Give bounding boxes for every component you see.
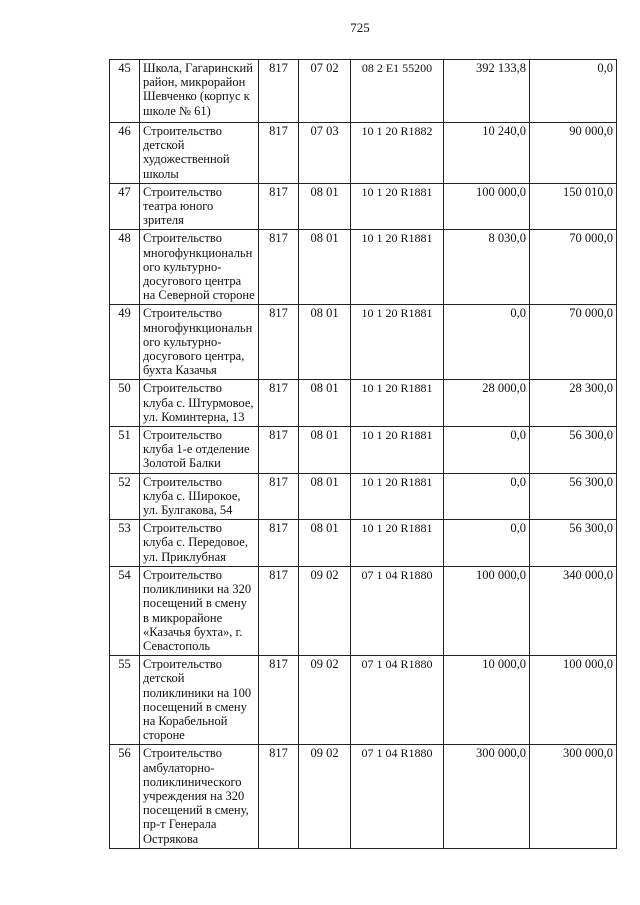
amount-second-year-cell: 56 300,0	[530, 473, 617, 520]
amount-first-year-cell: 10 240,0	[444, 123, 530, 184]
row-number-cell: 52	[110, 473, 140, 520]
object-name-cell: Строительство клуба с. Передовое, ул. Приклубная	[140, 520, 259, 567]
row-number-cell: 45	[110, 60, 140, 123]
section-code-cell: 09 02	[299, 656, 351, 745]
amount-second-year-cell: 340 000,0	[530, 566, 617, 655]
table-row	[110, 745, 617, 848]
target-article-cell: 07 1 04 R1880	[351, 656, 444, 745]
object-name-cell: Строительство многофункциональн ого культурно-досугового центра на Северной стороне	[140, 230, 259, 305]
object-name-cell: Строительство клуба с. Штурмовое, ул. Коминтерна, 13	[140, 380, 259, 427]
target-article-cell: 10 1 20 R1881	[351, 427, 444, 474]
target-article-cell: 10 1 20 R1881	[351, 473, 444, 520]
ministry-code-cell: 817	[259, 305, 299, 380]
section-code-cell: 08 01	[299, 520, 351, 567]
table-row	[110, 123, 617, 184]
object-name-cell: Строительство многофункциональн ого культурно-досугового центра, бухта Казачья	[140, 305, 259, 380]
section-code-cell: 08 01	[299, 380, 351, 427]
section-code-cell: 08 01	[299, 305, 351, 380]
target-article-cell: 10 1 20 R1881	[351, 520, 444, 567]
table-row	[110, 520, 617, 567]
ministry-code-cell: 817	[259, 473, 299, 520]
table-row	[110, 380, 617, 427]
row-number-cell: 48	[110, 230, 140, 305]
ministry-code-cell: 817	[259, 745, 299, 848]
amount-first-year-cell: 0,0	[444, 305, 530, 380]
amount-second-year-cell: 56 300,0	[530, 427, 617, 474]
object-name-cell: Строительство клуба с. Широкое, ул. Булгакова, 54	[140, 473, 259, 520]
object-name-cell: Строительство поликлиники на 320 посещений в смену в микрорайоне «Казачья бухта», г. Севастополь	[140, 566, 259, 655]
amount-first-year-cell: 0,0	[444, 473, 530, 520]
amount-first-year-cell: 10 000,0	[444, 656, 530, 745]
page-number: 725	[350, 20, 370, 35]
target-article-cell: 10 1 20 R1881	[351, 183, 444, 230]
amount-first-year-cell: 100 000,0	[444, 183, 530, 230]
ministry-code-cell: 817	[259, 380, 299, 427]
amount-second-year-cell: 100 000,0	[530, 656, 617, 745]
amount-second-year-cell: 28 300,0	[530, 380, 617, 427]
table-body	[110, 60, 617, 849]
section-code-cell: 07 03	[299, 123, 351, 184]
table-row	[110, 183, 617, 230]
object-name-cell: Строительство театра юного зрителя	[140, 183, 259, 230]
ministry-code-cell: 817	[259, 230, 299, 305]
ministry-code-cell: 817	[259, 520, 299, 567]
amount-second-year-cell: 300 000,0	[530, 745, 617, 848]
row-number-cell: 50	[110, 380, 140, 427]
section-code-cell: 09 02	[299, 566, 351, 655]
amount-second-year-cell: 0,0	[530, 60, 617, 123]
object-name-cell: Строительство клуба 1-е отделение Золотой Балки	[140, 427, 259, 474]
ministry-code-cell: 817	[259, 427, 299, 474]
budget-table	[109, 59, 617, 849]
target-article-cell: 07 1 04 R1880	[351, 566, 444, 655]
target-article-cell: 08 2 E1 55200	[351, 60, 444, 123]
section-code-cell: 08 01	[299, 183, 351, 230]
table-row	[110, 473, 617, 520]
amount-second-year-cell: 90 000,0	[530, 123, 617, 184]
section-code-cell: 09 02	[299, 745, 351, 848]
ministry-code-cell: 817	[259, 566, 299, 655]
object-name-cell: Строительство амбулаторно-поликлинического учреждения на 320 посещений в смену, пр-т Генерала Острякова	[140, 745, 259, 848]
row-number-cell: 46	[110, 123, 140, 184]
row-number-cell: 54	[110, 566, 140, 655]
amount-first-year-cell: 0,0	[444, 520, 530, 567]
amount-first-year-cell: 300 000,0	[444, 745, 530, 848]
row-number-cell: 53	[110, 520, 140, 567]
amount-second-year-cell: 70 000,0	[530, 305, 617, 380]
target-article-cell: 10 1 20 R1881	[351, 380, 444, 427]
table-row	[110, 230, 617, 305]
section-code-cell: 08 01	[299, 473, 351, 520]
ministry-code-cell: 817	[259, 60, 299, 123]
row-number-cell: 49	[110, 305, 140, 380]
target-article-cell: 10 1 20 R1881	[351, 230, 444, 305]
object-name-cell: Школа, Гагаринский район, микрорайон Шевченко (корпус к школе № 61)	[140, 60, 259, 123]
target-article-cell: 07 1 04 R1880	[351, 745, 444, 848]
amount-first-year-cell: 28 000,0	[444, 380, 530, 427]
section-code-cell: 08 01	[299, 230, 351, 305]
amount-first-year-cell: 0,0	[444, 427, 530, 474]
section-code-cell: 07 02	[299, 60, 351, 123]
amount-second-year-cell: 56 300,0	[530, 520, 617, 567]
table-row	[110, 427, 617, 474]
row-number-cell: 56	[110, 745, 140, 848]
row-number-cell: 47	[110, 183, 140, 230]
row-number-cell: 51	[110, 427, 140, 474]
table-row	[110, 305, 617, 380]
object-name-cell: Строительство детской поликлиники на 100 посещений в смену на Корабельной стороне	[140, 656, 259, 745]
amount-first-year-cell: 8 030,0	[444, 230, 530, 305]
table-row	[110, 566, 617, 655]
object-name-cell: Строительство детской художественной школы	[140, 123, 259, 184]
row-number-cell: 55	[110, 656, 140, 745]
ministry-code-cell: 817	[259, 183, 299, 230]
ministry-code-cell: 817	[259, 656, 299, 745]
amount-second-year-cell: 150 010,0	[530, 183, 617, 230]
amount-first-year-cell: 100 000,0	[444, 566, 530, 655]
table-row	[110, 656, 617, 745]
ministry-code-cell: 817	[259, 123, 299, 184]
amount-second-year-cell: 70 000,0	[530, 230, 617, 305]
target-article-cell: 10 1 20 R1882	[351, 123, 444, 184]
section-code-cell: 08 01	[299, 427, 351, 474]
table-row	[110, 60, 617, 123]
target-article-cell: 10 1 20 R1881	[351, 305, 444, 380]
amount-first-year-cell: 392 133,8	[444, 60, 530, 123]
